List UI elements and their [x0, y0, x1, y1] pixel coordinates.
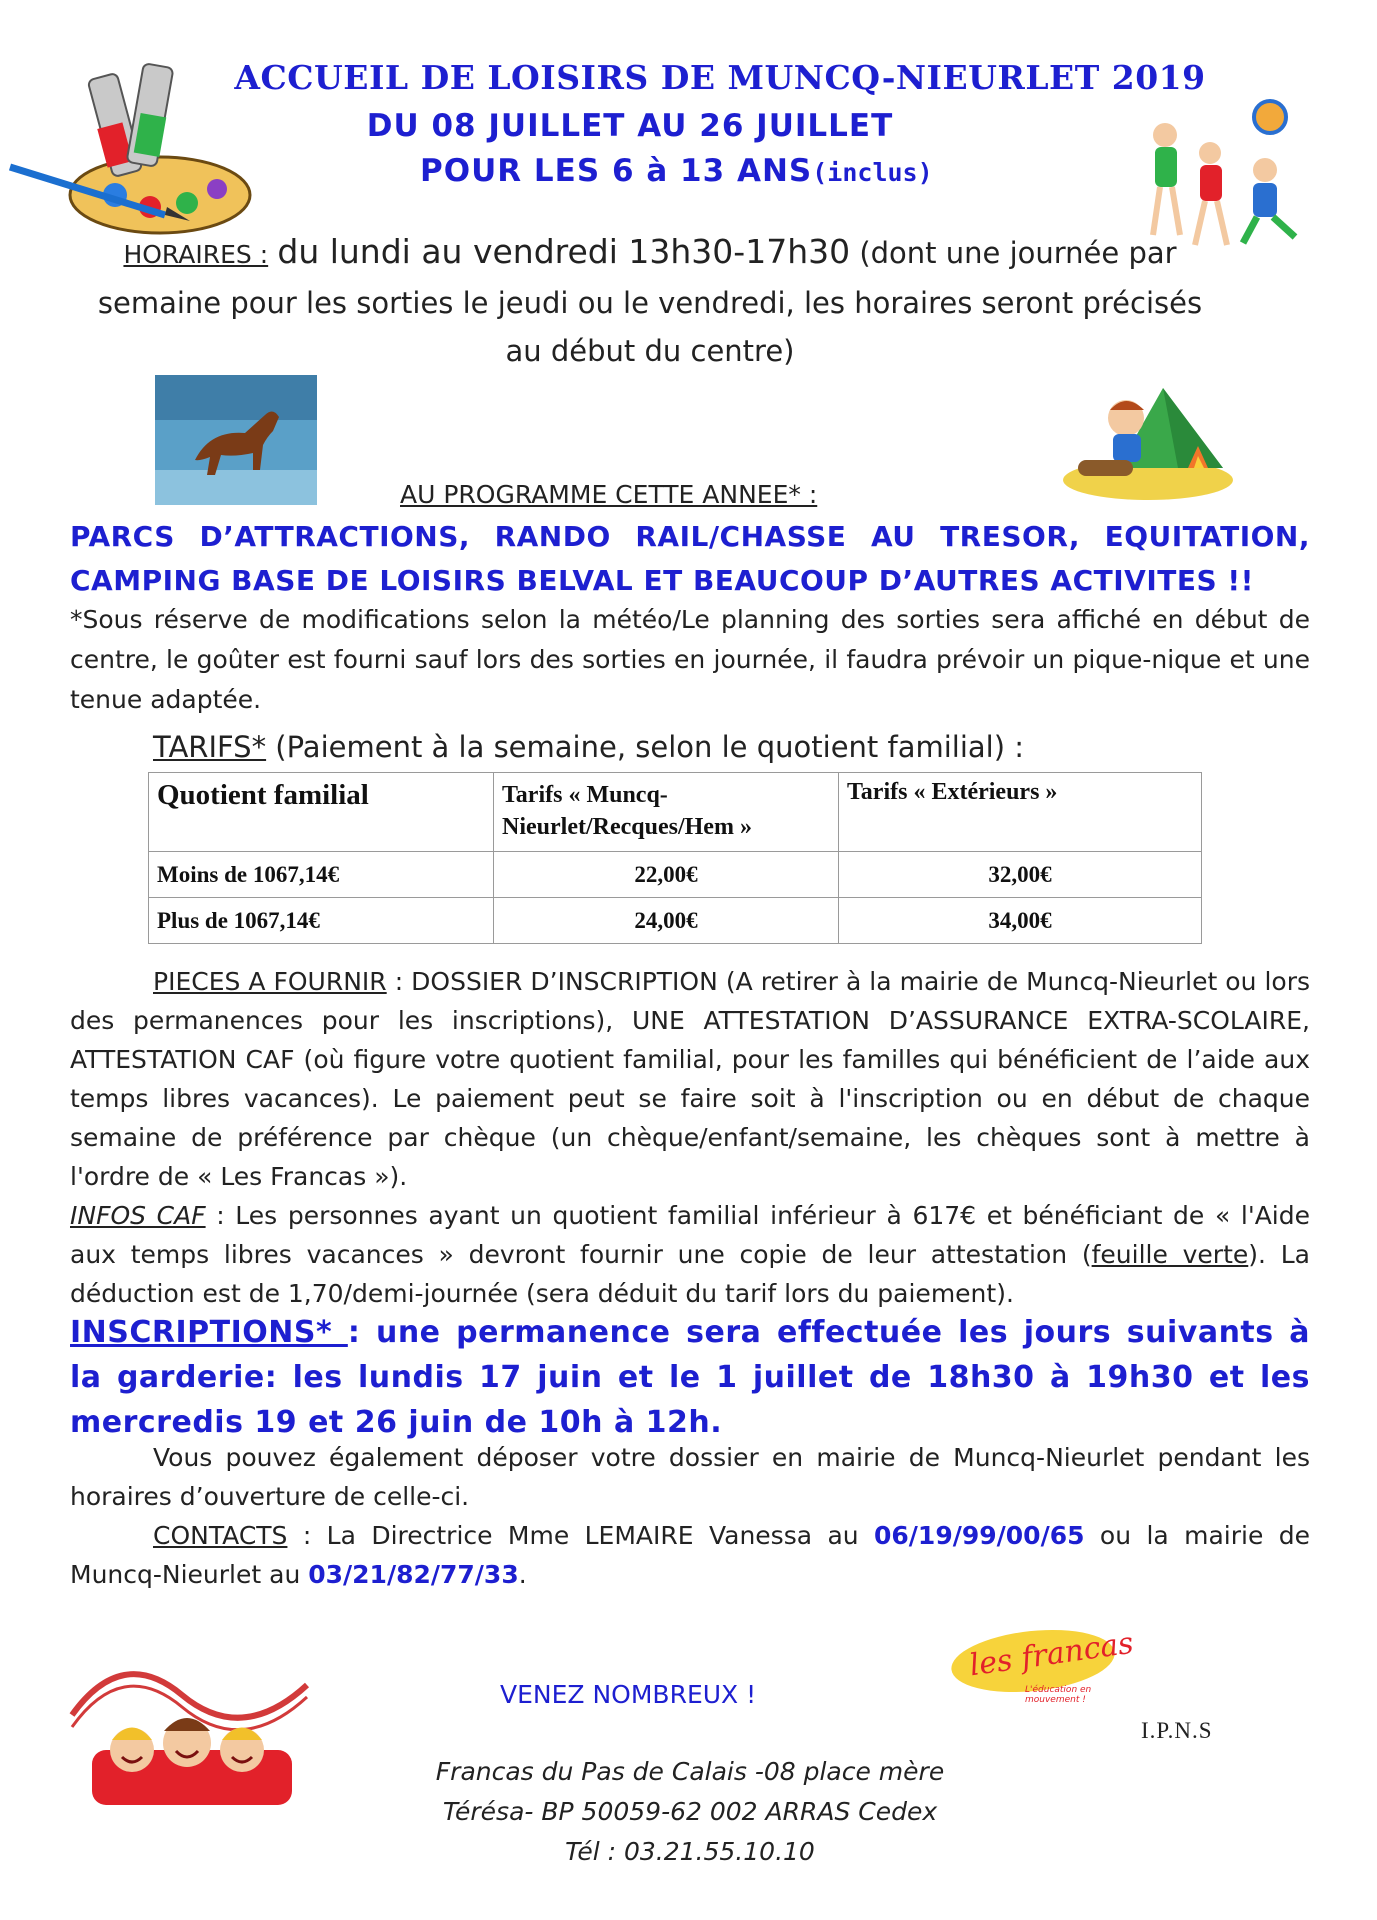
program-title: AU PROGRAMME CETTE ANNEE* :	[400, 480, 818, 509]
registration-label: INSCRIPTIONS*	[70, 1315, 348, 1350]
table-row	[149, 898, 1202, 944]
logo-tagline: L'éducation en mouvement !	[1025, 1685, 1092, 1705]
page-title: ACCUEIL DE LOISIRS DE MUNCQ-NIEURLET 2019	[234, 58, 1206, 97]
contacts-label: CONTACTS	[153, 1521, 288, 1550]
contacts-text-1: : La Directrice Mme LEMAIRE Vanessa au	[287, 1521, 875, 1550]
horse-photo	[155, 375, 317, 505]
francas-logo	[945, 1625, 1135, 1705]
age-range-text: POUR LES 6 à 13 ANS	[420, 153, 813, 189]
contact-phone-director: 06/19/99/00/65	[874, 1521, 1085, 1550]
registration-text: : une permanence sera effectuée les jours suivants à la garderie: les lundis 17 juin et le 1 juillet de 18h30 à 19h30 et les mercredis 19 et 26 juin de 10h à 12h.	[70, 1315, 1311, 1440]
contact-phone-mairie: 03/21/82/77/33	[308, 1560, 519, 1589]
caf-label: INFOS CAF	[70, 1201, 206, 1230]
age-range-note: (inclus)	[812, 158, 933, 187]
documents-section	[70, 962, 1310, 1313]
footer-line-3: Tél : 03.21.55.10.10	[565, 1837, 815, 1866]
caf-text-1: : Les personnes ayant un quotient familial inférieur à 617€ et bénéficiant de « l'Aide aux temps libres vacances » devront fournir une copie de leur attestation (	[70, 1201, 1311, 1269]
tarifs-table	[148, 772, 1202, 944]
table-cell: Plus de 1067,14€	[149, 898, 494, 944]
table-header-cell: Tarifs « Extérieurs »	[839, 773, 1202, 852]
venez-nombreux: VENEZ NOMBREUX !	[500, 1680, 757, 1709]
table-cell: 24,00€	[494, 898, 839, 944]
caf-underlined: feuille verte	[1091, 1240, 1249, 1269]
hours-main: du lundi au vendredi 13h30-17h30	[277, 232, 851, 271]
registration-section	[70, 1310, 1310, 1445]
hours-section	[90, 228, 1210, 375]
contacts-text-3: .	[518, 1560, 527, 1589]
tarifs-label: TARIFS*	[153, 730, 267, 764]
program-note: *Sous réserve de modifications selon la météo/Le planning des sorties sera affiché en début de centre, le goûter est fourni sauf lors des sorties en journée, il faudra prévoir un pique-nique et une tenue adaptée.	[70, 605, 1310, 714]
logo-wordmark: les francas	[967, 1625, 1136, 1684]
table-cell: 34,00€	[839, 898, 1202, 944]
mairie-paragraph	[70, 1438, 1310, 1594]
footer-line-1: Francas du Pas de Calais -08 place mère	[435, 1757, 945, 1786]
caf-text-2: ). La déduction est de 1,70/demi-journée (sera déduit du tarif lors du paiement).	[70, 1240, 1310, 1308]
ipns-mark: I.P.N.S	[1141, 1718, 1213, 1743]
tarifs-description: (Paiement à la semaine, selon le quotient familial) :	[266, 730, 1025, 764]
program-activities	[70, 515, 1310, 603]
age-range	[420, 153, 1060, 189]
contacts-paragraph	[70, 1516, 1310, 1594]
hours-details: (dont une journée par semaine pour les sorties le jeudi ou le vendredi, les horaires seront précisés au début du centre)	[97, 236, 1203, 368]
program-line-2: CAMPING BASE DE LOISIRS BELVAL ET BEAUCOUP D’AUTRES ACTIVITES !!	[70, 564, 1254, 597]
table-cell: 32,00€	[839, 852, 1202, 898]
tarifs-heading	[153, 730, 1024, 764]
contacts-text-2: ou la mairie de Muncq-Nieurlet au	[70, 1521, 1310, 1589]
table-header-cell: Quotient familial	[149, 773, 494, 852]
table-cell: 22,00€	[494, 852, 839, 898]
table-header-cell: Tarifs « Muncq-Nieurlet/Recques/Hem »	[494, 773, 839, 852]
hours-label: HORAIRES :	[123, 240, 269, 269]
documents-text: : DOSSIER D’INSCRIPTION (A retirer à la mairie de Muncq-Nieurlet ou lors des permanences pour les inscriptions), UNE ATTESTATION D’ASSURANCE EXTRA-SCOLAIRE, ATTESTATION CAF (où figure votre quotient familial, pour les familles qui bénéficient de l’aide aux temps libres vacances). Le paiement peut se faire soit à l'inscription ou en début de chaque semaine de préférence par chèque (un chèque/enfant/semaine, les chèques sont à mettre à l'ordre de « Les Francas »).	[70, 967, 1310, 1191]
mairie-text: Vous pouvez également déposer votre dossier en mairie de Muncq-Nieurlet pendant les horaires d’ouverture de celle-ci.	[70, 1443, 1310, 1511]
date-range: DU 08 JUILLET AU 26 JUILLET	[366, 108, 894, 144]
footer-line-2: Térésa- BP 50059-62 002 ARRAS Cedex	[442, 1797, 938, 1826]
roller-coaster-kids-illustration	[62, 1655, 317, 1810]
program-line-1: PARCS D’ATTRACTIONS, RANDO RAIL/CHASSE AU TRESOR, EQUITATION,	[70, 520, 1310, 553]
table-header-row	[149, 773, 1202, 852]
footer-address	[380, 1752, 1000, 1872]
table-row	[149, 852, 1202, 898]
kids-playing-illustration	[1125, 95, 1310, 250]
camping-kid-illustration	[1058, 368, 1233, 503]
documents-label: PIECES A FOURNIR	[153, 967, 387, 996]
documents-paragraph	[70, 962, 1310, 1196]
caf-paragraph	[70, 1196, 1310, 1313]
table-cell: Moins de 1067,14€	[149, 852, 494, 898]
